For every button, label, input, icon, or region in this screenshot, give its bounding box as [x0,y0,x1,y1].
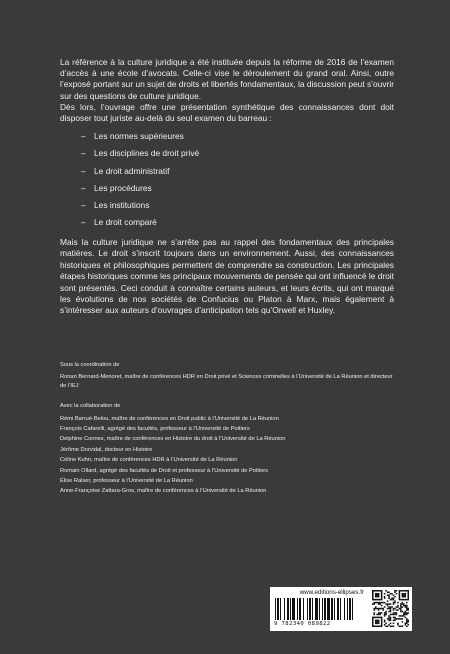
main-description [60,237,394,317]
intro-paragraph-2: Dès lors, l’ouvrage offre une présentation synthétique des connaissances dont doit disposer tout juriste au-delà du seul examen du barreau : [60,101,394,124]
collaboration-heading: Avec la collaboration de [60,403,121,410]
collaborator: Anne-Françoise Zattara-Gros, maître de conférences à l’Université de La Réunion [60,488,267,495]
intro-paragraph-1: La référence à la culture juridique a été instituée depuis la réforme de 2016 de l’examen d’accès à une école d’avocats. Celle-ci vise le déroulement du grand oral. Ainsi, outre l’exposé portant sur un sujet de droits et libertés fondamentaux, la discussion peut s’ouvrir sur des questions de culture juridique. [60,57,394,101]
list-item [81,166,381,183]
collaborator: Jérôme Dorvidal, docteur en Histoire [60,446,153,453]
topic-label: Les disciplines de droit privé [94,148,200,159]
collaborator: Élise Ralser, professeur à l’Université de La Réunion [60,478,193,485]
list-item [81,131,381,148]
topic-label: Le droit comparé [94,217,157,228]
collaborator: François Cafarelli, agrégé des facultés, professeur à l’Université de Poitiers [60,426,250,433]
topic-label: Les normes supérieures [94,131,184,141]
list-item [81,217,381,234]
description-paragraph: Mais la culture juridique ne s’arrête pas au rappel des fondamentaux des principales matières. Le droit s’inscrit toujours dans un environnement. Aussi, des connaissances historiques et philosophiques permettent de comprendre sa construction. Les principales étapes historiques comme les principaux mouvements de pensée qui ont influencé le droit sont présentés. Ceci conduit à connaître certains auteurs, et leurs écrits, qui ont marqué les évolutions de nos sociétés de Confucius ou Platon à Marx, mais également à s’intéresser aux auteurs d’ouvrages d’anticipation tels qu’Orwell et Huxley. [60,237,394,316]
collaborator: Romain Ollard, agrégé des facultés de Droit et professeur à l’Université de Poitiers [60,467,269,474]
qr-code-icon [372,590,409,627]
topic-label: Les institutions [94,200,150,211]
collaborators-list [60,415,400,496]
dash-bullet-icon: – [81,182,86,193]
isbn-label [270,587,412,631]
list-item [81,200,381,217]
isbn-number: 9 782340 089822 [274,621,331,627]
dash-bullet-icon: – [81,217,86,228]
dash-bullet-icon: – [81,131,86,141]
topics-list [81,131,381,235]
list-item [81,183,381,200]
coordinator-name: Ronan Bernard-Menoret, maître de conférences HDR en Droit privé et Sciences criminelles à l’Université de La Réunion et directeur de l’IEJ [60,374,393,389]
coordination-heading: Sous la coordination de [60,362,120,368]
dash-bullet-icon: – [81,165,86,176]
topic-label: Les procédures [94,182,152,193]
dash-bullet-icon: – [81,148,86,159]
barcode-icon [274,598,366,620]
dash-bullet-icon: – [81,200,86,211]
collaborator: Delphine Connes, maître de conférences en Histoire du droit à l’Université de La Réunion [60,436,286,443]
intro-text [60,57,394,124]
topic-label: Le droit administratif [94,165,170,176]
collaborator: Rémi Barrué-Belou, maître de conférences en Droit public à l’Université de La Réunion [60,415,279,422]
collaborator: Céline Kuhn, maître de conférences HDR à l’Université de La Réunion [60,457,238,464]
publisher-url: www.editions-ellipses.fr [299,589,364,596]
credits-section [60,361,400,498]
list-item [81,148,381,165]
